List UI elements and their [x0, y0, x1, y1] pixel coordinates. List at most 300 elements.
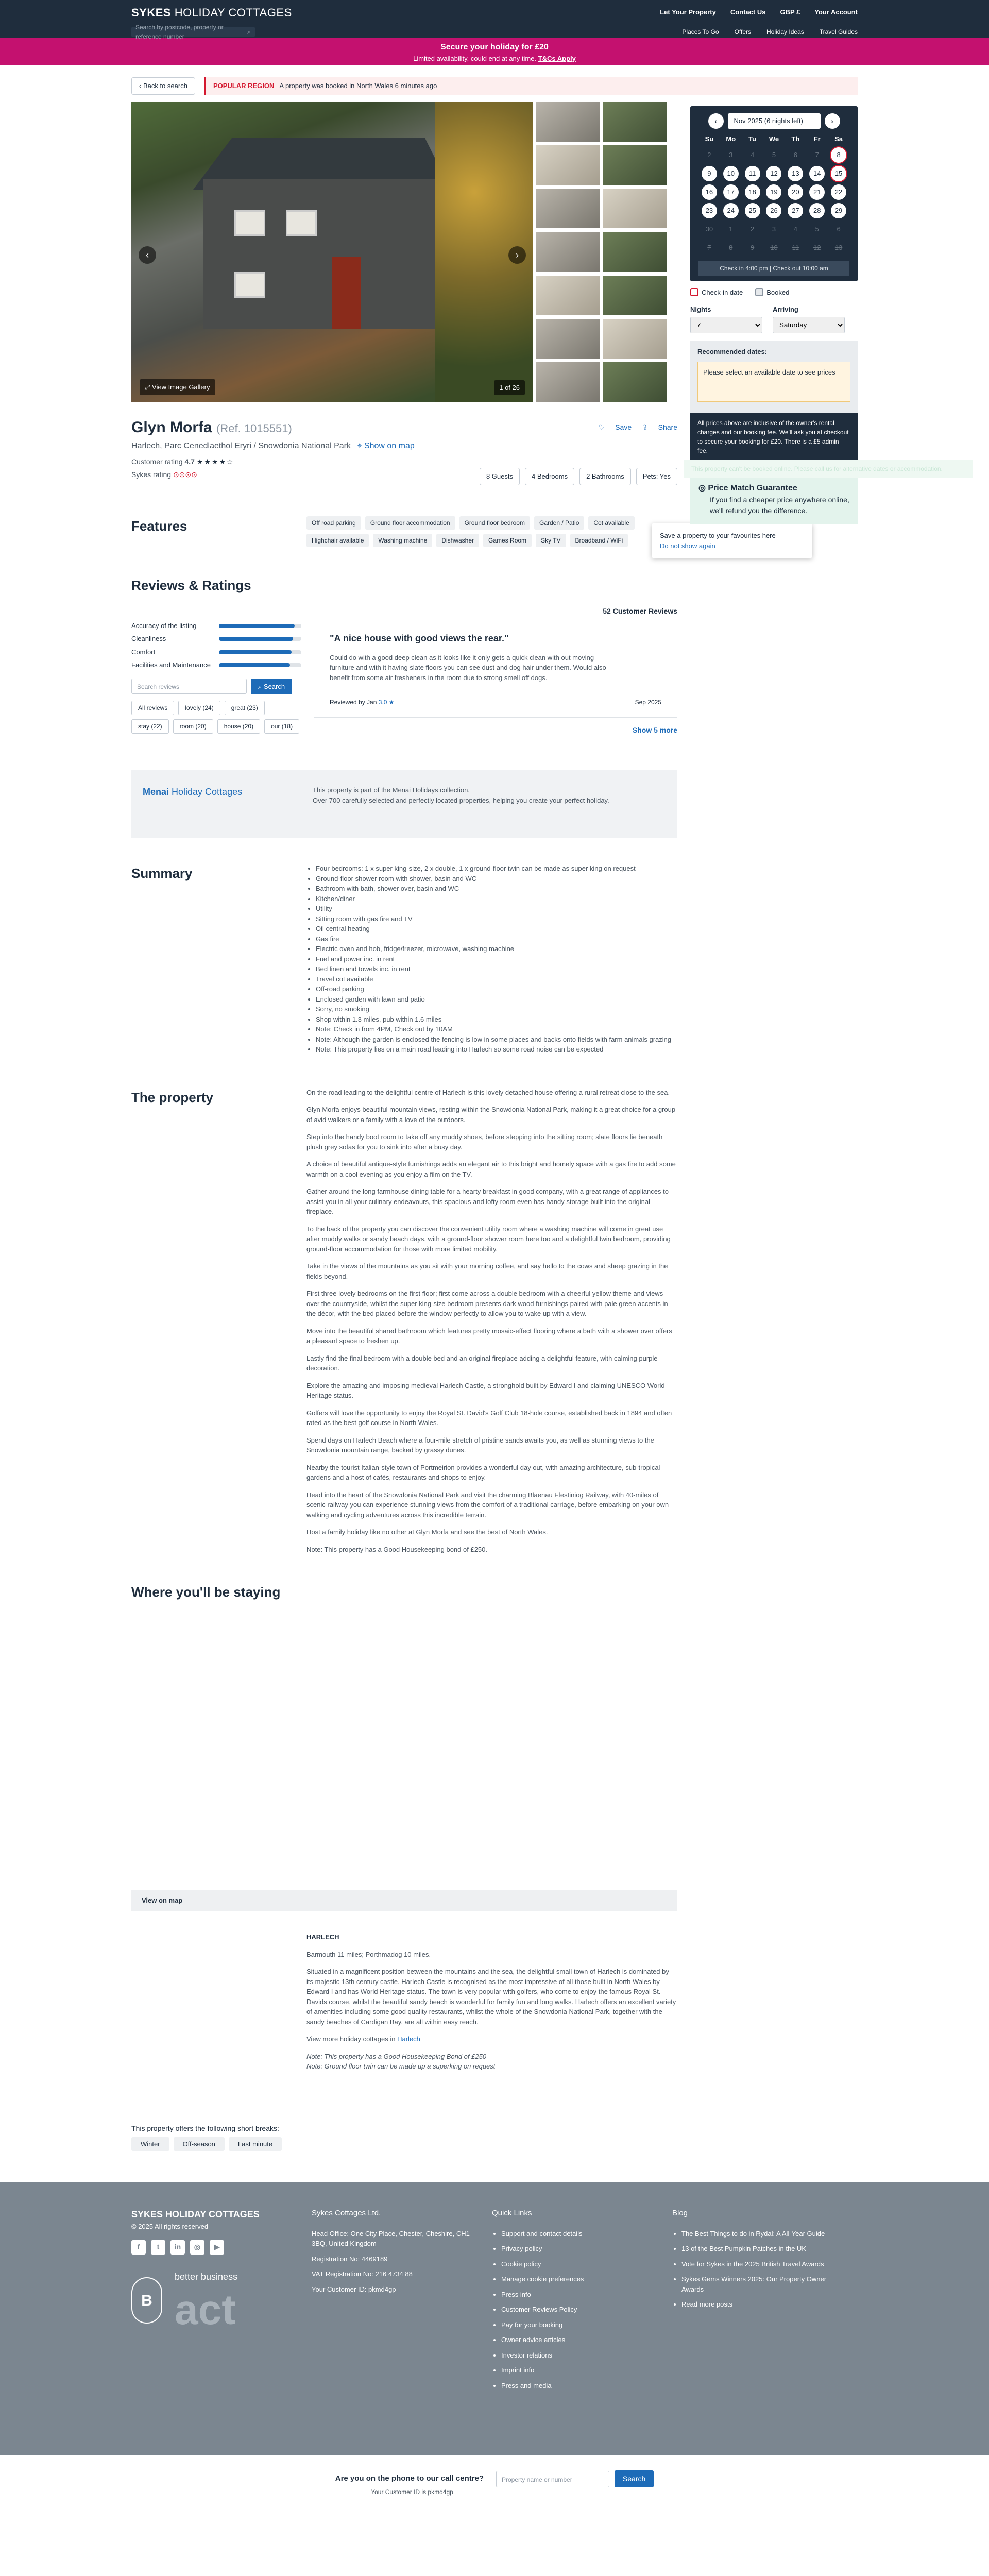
rating-stars-icon: ★★★★☆ [196, 457, 234, 466]
calendar-day: 9 [751, 243, 755, 251]
holiday-ideas-link[interactable]: Holiday Ideas [766, 28, 804, 36]
gallery-thumbnail[interactable] [536, 145, 600, 185]
summary-item: • Bathroom with bath, shower over, basin and WC [316, 884, 677, 894]
description-paragraph: Spend days on Harlech Beach where a four-mile stretch of pristine sands awaits you, as well as stunning views to the Snowdonia mountain range, backed by grassy dunes. [306, 1436, 654, 1454]
calendar-day[interactable]: 8 [831, 147, 846, 163]
top-navigation [0, 0, 989, 25]
property-section [131, 1088, 677, 1562]
property-description [306, 1088, 677, 1562]
rating-bar-row [131, 647, 301, 657]
promo-terms-link[interactable]: T&Cs Apply [538, 55, 576, 62]
main-property-image[interactable] [131, 102, 533, 402]
rating-bar-row [131, 660, 301, 670]
reviews-heading: Reviews & Ratings [131, 577, 251, 593]
calendar-day[interactable]: 24 [723, 203, 739, 218]
review-filter-chip[interactable]: great (23) [225, 701, 265, 715]
area-description [306, 1932, 677, 2072]
rating-bar-track [219, 624, 301, 628]
feature-tags [306, 516, 677, 547]
rating-bar-row [131, 634, 301, 644]
description-paragraph: Take in the views of the mountains as you sit with your morning coffee, and say hello to the cows and sheep grazing in the fields beyond. [306, 1262, 668, 1280]
calendar-day: 1 [729, 225, 733, 233]
weekday-header: Su [705, 135, 714, 143]
prev-image-arrow-icon[interactable]: ‹ [139, 246, 156, 264]
calendar-day: 5 [772, 150, 776, 159]
site-search-input[interactable]: Search by postcode, property or reference number ⌕ [131, 27, 255, 37]
stay-options [690, 304, 858, 333]
review-filter-chip[interactable]: our (18) [264, 719, 299, 734]
window [234, 210, 265, 236]
review-filter-chip[interactable]: stay (22) [131, 719, 169, 734]
review-filter-chip[interactable]: house (20) [217, 719, 260, 734]
footer-link[interactable]: • Manage cookie preferences [501, 2274, 652, 2284]
company-line: VAT Registration No: 216 4734 88 [312, 2270, 413, 2278]
door [332, 257, 361, 329]
calendar-day[interactable]: 16 [702, 184, 717, 200]
reviews-panel [131, 621, 677, 736]
legend-checkin: Check-in date [690, 287, 743, 298]
summary-item: • Utility [316, 904, 677, 914]
window [234, 272, 265, 298]
summary-item: • Four bedrooms: 1 x super king-size, 2 x double, 1 x ground-floor twin can be made as super king on request [316, 863, 677, 874]
calendar-day[interactable]: 27 [788, 203, 803, 218]
property-title: Glyn Morfa (Ref. 1015551) [131, 419, 292, 436]
bcorp-logo-icon: B [131, 2277, 162, 2324]
sykes-rating: Sykes rating ⊙⊙⊙⊙ [131, 470, 197, 479]
customer-rating: Customer rating 4.7 ★★★★☆ [131, 457, 234, 466]
sykes-rating-icons: ⊙⊙⊙⊙ [173, 470, 197, 479]
certifications [131, 2270, 291, 2331]
secondary-nav [667, 27, 858, 37]
save-button[interactable]: ♡ Save [598, 423, 632, 431]
summary-item: • Fuel and power inc. in rent [316, 954, 677, 964]
customer-id: Your Customer ID is pkmd4gp [371, 2488, 453, 2496]
review-search-input[interactable]: Search reviews [131, 679, 247, 694]
footer-link[interactable]: • Pay for your booking [501, 2320, 652, 2330]
calendar-day[interactable]: 14 [809, 166, 825, 181]
summary-item: • Gas fire [316, 934, 677, 944]
instagram-icon[interactable]: ◎ [190, 2240, 204, 2255]
rating-category-label: Accuracy of the listing [131, 621, 197, 630]
blog-list [672, 2229, 832, 2310]
town-description: Situated in a magnificent position between the mountains and the sea, the delightful small town of Harlech is dominated by its majestic 13th century castle. Harlech Castle is recognised as the most impressive of all those built in North Wales by Edward I and has World Heritage status. The town is very popular with golfers, who come to enjoy the famous Royal St. Davids course, whilst the beautiful sandy beach is wonderful for family fun and long walks. Harlech offers an excellent variety of amenities including some good quality restaurants, whilst the whole of the Snowdonia National Park, together with the sandy beaches of Cardigan Bay, are all within easy reach. [306, 1968, 676, 2026]
feature-tag: Ground floor accommodation [365, 516, 455, 530]
feature-tag: Highchair available [306, 534, 369, 547]
calendar-day: 4 [751, 150, 755, 159]
calendar-day: 5 [815, 225, 819, 233]
rating-bar-fill [219, 663, 290, 667]
summary-item: • Enclosed garden with lawn and patio [316, 994, 677, 1005]
footer [0, 2182, 989, 2455]
calendar-day[interactable]: 17 [723, 184, 739, 200]
blog-link[interactable]: • Vote for Sykes in the 2025 British Travel Awards [681, 2259, 832, 2269]
feature-tag: Off road parking [306, 516, 361, 530]
next-month-icon[interactable]: › [825, 113, 840, 129]
footer-blog: Blog • The Best Things to do in Rydal: A All-Year Guide • 13 of the Best Pumpkin Patches in the UK • Vote for Sykes in the 2025 British Travel Awards • Sykes Gems Winners 2025: Our Property Owner Awards • Read more posts [672, 2208, 832, 2429]
call-centre-bar [0, 2455, 989, 2504]
short-break-chip[interactable]: Winter [131, 2137, 169, 2151]
company-details [312, 2229, 471, 2295]
description-paragraph: Explore the amazing and imposing medieval Harlech Castle, a stronghold built by Edward I and claiming UNESCO World Heritage status. [306, 1381, 665, 1399]
footer-link[interactable]: • Cookie policy [501, 2259, 652, 2269]
promo-title: Secure your holiday for £20 [440, 43, 549, 52]
availability-calendar [690, 106, 858, 281]
rating-bar-fill [219, 624, 295, 628]
popular-region-alert: POPULAR REGION A property was booked in North Wales 6 minutes ago [204, 77, 858, 95]
calendar-day: 2 [751, 225, 755, 233]
property-search-input[interactable]: Property name or number [496, 2471, 609, 2487]
weekday-header: Sa [834, 135, 843, 143]
footer-copyright: © 2025 All rights reserved [131, 2223, 209, 2230]
description-paragraph: A choice of beautiful antique-style furnishings adds an elegant air to this bright and homely space with a gas fire to add some warmth on a cool evening as you enjoy a film on the TV. [306, 1160, 676, 1178]
summary-item: • Bed linen and towels inc. in rent [316, 964, 677, 974]
window [286, 210, 317, 236]
summary-item: • Kitchen/diner [316, 894, 677, 904]
footer-link[interactable]: • Investor relations [501, 2350, 652, 2361]
calendar-legend [690, 287, 858, 298]
description-paragraph: Move into the beautiful shared bathroom which features pretty mosaic-effect flooring where a bath with a shower over offers a pleasant space to freshen up. [306, 1327, 672, 1345]
bathrooms-pill: 2 Bathrooms [579, 468, 631, 485]
review-body: Could do with a good deep clean as it looks like it only gets a quick clean with out moving furniture and with it having slate floors you can see dust and dog hair under them. Would also benefit from some air fresheners in the room due to strong smell off dogs. [330, 653, 606, 682]
summary-item: • Travel cot available [316, 974, 677, 985]
summary-item: • Electric oven and hob, fridge/freezer, microwave, washing machine [316, 944, 677, 954]
calendar-day[interactable]: 23 [702, 203, 717, 218]
blog-link[interactable]: • The Best Things to do in Rydal: A All-Year Guide [681, 2229, 832, 2239]
calendar-header [698, 113, 849, 129]
footer-link[interactable]: • Press and media [501, 2381, 652, 2391]
review-date: Sep 2025 [635, 699, 661, 706]
price-note: All prices above are inclusive of the owner's rental charges and our booking fee. We'll ask you at checkout to secure your booking for £20. There is a £5 admin fee. [690, 413, 858, 461]
calendar-day: 7 [815, 150, 819, 159]
town-distances: Barmouth 11 miles; Porthmadog 10 miles. [306, 1950, 431, 1958]
checkin-times: Check in 4:00 pm | Check out 10:00 am [698, 261, 849, 276]
review-search [131, 679, 301, 695]
calendar-day[interactable]: 13 [788, 166, 803, 181]
footer-logo: SYKES HOLIDAY COTTAGES [131, 2209, 260, 2219]
prev-month-icon[interactable]: ‹ [708, 113, 724, 129]
short-breaks [131, 2123, 677, 2151]
property-location: Harlech, Parc Cenedlaethol Eryri / Snowdonia National Park ⌖ Show on map [131, 442, 415, 450]
feature-tag: Games Room [483, 534, 532, 547]
menai-logo: Menai Holiday Cottages [143, 787, 243, 797]
rating-category-label: Facilities and Maintenance [131, 661, 211, 669]
calendar-day: 6 [793, 150, 797, 159]
summary-item: • Note: Check in from 4PM, Check out by 10AM [316, 1024, 677, 1035]
review-quote: "A nice house with good views the rear." [330, 633, 509, 643]
calendar-day[interactable]: 19 [766, 184, 781, 200]
twitter-icon[interactable]: t [151, 2240, 165, 2255]
house-wall [203, 179, 440, 329]
thumbnail-grid [536, 102, 667, 402]
show-on-map-link[interactable]: ⌖ Show on map [357, 442, 415, 450]
promo-text: Limited availability, could end at any time. T&Cs Apply [413, 55, 576, 62]
summary-item: • Note: Although the garden is enclosed the fencing is low in some places and backs onto fields with farm animals grazing [316, 1035, 677, 1045]
more-cottages: View more holiday cottages in Harlech [306, 2035, 420, 2043]
places-link[interactable]: Places To Go [682, 28, 719, 36]
guests-pill: 8 Guests [480, 468, 520, 485]
review-search-button[interactable]: ⌕ Search [251, 679, 292, 695]
calendar-day: 4 [793, 225, 797, 233]
image-gallery [131, 102, 667, 402]
calendar-day: 7 [707, 243, 711, 251]
rating-bar-fill [219, 637, 293, 641]
travel-guides-link[interactable]: Travel Guides [819, 28, 858, 36]
gallery-thumbnail[interactable] [603, 189, 667, 228]
summary-item: • Sorry, no smoking [316, 1004, 677, 1014]
contact-link[interactable]: Contact Us [730, 8, 766, 16]
calendar-day[interactable]: 20 [788, 184, 803, 200]
summary-item: • Note: This property lies on a main road leading into Harlech so some road noise can be expected [316, 1044, 677, 1055]
let-property-link[interactable]: Let Your Property [660, 8, 716, 16]
summary-section [131, 863, 677, 1055]
rating-bar-fill [219, 650, 292, 654]
summary-item: • Sitting room with gas fire and TV [316, 914, 677, 924]
calendar-day[interactable]: 15 [831, 166, 846, 181]
property-search-button[interactable]: Search [615, 2470, 654, 2487]
gallery-thumbnail[interactable] [603, 362, 667, 402]
bedrooms-pill: 4 Bedrooms [525, 468, 574, 485]
gallery-thumbnail[interactable] [603, 145, 667, 185]
property-ref: (Ref. 1015551) [216, 422, 292, 435]
show-more-reviews-link[interactable]: Show 5 more [632, 726, 677, 734]
calendar-day[interactable]: 21 [809, 184, 825, 200]
summary-heading: Summary [131, 866, 193, 881]
blog-link[interactable]: • Sykes Gems Winners 2025: Our Property Owner Awards [681, 2274, 832, 2294]
footer-quick-links: Quick Links • Support and contact details • Privacy policy • Cookie policy • Manage cookie preferences • Press info • Customer Reviews Policy • Pay for your booking • Owner advice articles • Investor relations • Imprint info • Press and media [492, 2208, 652, 2429]
weekday-header: Fr [813, 135, 821, 143]
calendar-day: 8 [729, 243, 733, 251]
description-paragraph: Nearby the tourist Italian-style town of Portmeirion provides a wonderful day out, with amazing architecture, sub-tropical gardens and a host of cafés, restaurants and shops to enjoy. [306, 1463, 660, 1481]
next-image-arrow-icon[interactable]: › [508, 246, 526, 264]
company-line: Your Customer ID: pkmd4gp [312, 2285, 396, 2293]
search-icon: ⌕ [247, 28, 251, 36]
calendar-day[interactable]: 18 [745, 184, 760, 200]
youtube-icon[interactable]: ▶ [210, 2240, 224, 2255]
view-gallery-button[interactable]: ⤢ View Image Gallery [140, 379, 215, 396]
property-actions [590, 422, 677, 433]
arriving-select[interactable] [773, 317, 845, 333]
favourites-tooltip [652, 523, 812, 558]
blog-link[interactable]: • Read more posts [681, 2299, 832, 2310]
brand-logo[interactable]: SYKES HOLIDAY COTTAGES [131, 6, 292, 19]
review-filter-chip[interactable]: lovely (24) [178, 701, 220, 715]
rating-category-label: Comfort [131, 648, 156, 656]
feature-tag: Sky TV [536, 534, 566, 547]
calendar-day[interactable]: 28 [809, 203, 825, 218]
review-card [314, 621, 677, 718]
favourites-tooltip-text: Save a property to your favourites here [660, 532, 776, 539]
description-paragraph: To the back of the property you can discover the convenient utility room where a washing machine will come in great use after muddy walks or sandy beach days, with a ground-floor shower room here too and a delightful twin bedroom, providing ground-floor accommodation for those with more limited mobility. [306, 1225, 671, 1253]
footer-link[interactable]: • Customer Reviews Policy [501, 2304, 652, 2315]
map-area[interactable] [131, 1623, 677, 1911]
description-paragraph: First three lovely bedrooms on the first floor; first come across a double bedroom with a cheerful yellow theme and views over the countryside, whilst the super king-size bedroom presents dark wood furnishings paired with pale green accents in the décor, with the bed placed before the window perfectly to allow you to wake up with a view. [306, 1290, 668, 1317]
property-header [131, 416, 677, 485]
gallery-thumbnail[interactable] [536, 276, 600, 315]
menai-collection-banner [131, 770, 677, 838]
company-line: Registration No: 4469189 [312, 2255, 388, 2263]
linkedin-icon[interactable]: in [170, 2240, 185, 2255]
calendar-day: 12 [813, 243, 821, 251]
calendar-day[interactable]: 11 [745, 166, 760, 181]
calendar-day: 2 [707, 150, 711, 159]
summary-item: • Off-road parking [316, 984, 677, 994]
footer-link[interactable]: • Privacy policy [501, 2244, 652, 2254]
nights-select[interactable] [690, 317, 762, 333]
rating-bar-track [219, 663, 301, 667]
note-bond: Note: This property has a Good Housekeeping Bond of £250 [306, 2052, 487, 2060]
gallery-thumbnail[interactable] [536, 102, 600, 142]
description-paragraph: On the road leading to the delightful centre of Harlech is this lovely detached house offering a rural retreat close to the sea. [306, 1088, 670, 1096]
summary-item: • Oil central heating [316, 924, 677, 934]
calendar-day: 3 [772, 225, 776, 233]
review-filter-chip[interactable]: room (20) [173, 719, 213, 734]
act-logo: better business act [175, 2271, 238, 2333]
site-search-bar [0, 25, 989, 38]
description-paragraph: Note: This property has a Good Housekeeping bond of £250. [306, 1545, 487, 1553]
image-counter: 1 of 26 [494, 380, 525, 396]
gallery-thumbnail[interactable] [536, 362, 600, 402]
back-row [131, 76, 858, 96]
feature-tag: Dishwasher [436, 534, 479, 547]
calendar-day: 6 [837, 225, 841, 233]
weekday-header: Th [791, 135, 800, 143]
description-paragraph: Host a family holiday like no other at Glyn Morfa and see the best of North Wales. [306, 1528, 548, 1536]
gallery-thumbnail[interactable] [603, 232, 667, 272]
note-twin: Note: Ground floor twin can be made up a superking on request [306, 2062, 496, 2070]
short-break-chip[interactable]: Off-season [174, 2137, 225, 2151]
calendar-day: 10 [770, 243, 778, 251]
gallery-thumbnail[interactable] [536, 232, 600, 272]
calendar-day: 11 [792, 243, 799, 251]
description-paragraph: Head into the heart of the Snowdonia National Park and visit the charming Blaenau Ffestiniog Railway, with 40-miles of scenic railway you can experience stunning views from the comfort of a traditional carriage, before embarking on your own walking and cycling adventures across this incredible terrain. [306, 1490, 669, 1519]
footer-brand [131, 2208, 291, 2429]
short-break-chip[interactable]: Last minute [229, 2137, 282, 2151]
summary-item: • Ground-floor shower room with shower, basin and WC [316, 874, 677, 884]
quick-links-list [492, 2229, 652, 2391]
description-paragraph: Golfers will love the opportunity to enjoy the Royal St. David's Golf Club 18-hole course, established back in 1894 and often rated as the best golf course in North Wales. [306, 1409, 672, 1427]
rating-category-label: Cleanliness [131, 635, 166, 642]
feature-tag: Garden / Patio [534, 516, 584, 530]
footer-company: Sykes Cottages Ltd. Head Office: One City Place, Chester, Cheshire, CH1 3BQ, United Kingdom Registration No: 4469189 VAT Registration No: 216 4734 88 Your Customer ID: pkmd4gp [312, 2208, 471, 2429]
review-filter-chip[interactable]: All reviews [131, 701, 174, 715]
calendar-day: 13 [834, 243, 843, 251]
review-footer: Reviewed by Jan 3.0 ★ Sep 2025 [330, 693, 661, 707]
facebook-icon[interactable]: f [131, 2240, 146, 2255]
pmg-text: If you find a cheaper price anywhere online, we'll refund you the difference. [710, 496, 849, 515]
feature-tag: Cot available [588, 516, 634, 530]
back-to-search-button[interactable]: ‹ Back to search [131, 77, 195, 95]
price-match-guarantee [690, 474, 858, 524]
account-links [645, 7, 858, 18]
weekday-header: We [769, 135, 779, 143]
feature-tag: Ground floor bedroom [459, 516, 530, 530]
gallery-thumbnail[interactable] [603, 276, 667, 315]
town-heading: HARLECH [306, 1933, 339, 1941]
summary-list [306, 863, 677, 1055]
promo-banner [0, 38, 989, 65]
calendar-day[interactable]: 22 [831, 184, 846, 200]
reviews-left [131, 621, 301, 736]
feature-tag: Broadband / WiFi [570, 534, 628, 547]
gallery-thumbnail[interactable] [603, 102, 667, 142]
calendar-grid [698, 134, 849, 256]
rating-bars [131, 621, 301, 670]
nights-field: Nights 7 [690, 304, 762, 333]
social-links [131, 2240, 291, 2255]
legend-booked: Booked [755, 287, 789, 298]
arriving-field: Arriving Saturday [773, 304, 845, 333]
short-break-chips [131, 2137, 677, 2151]
share-button[interactable]: ⇪ Share [642, 423, 677, 431]
recommended-dates: Recommended dates: Please select an available date to see prices [690, 341, 858, 414]
gallery-thumbnail[interactable] [536, 319, 600, 359]
short-breaks-text: This property offers the following short breaks: [131, 2124, 279, 2132]
rating-bar-track [219, 637, 301, 641]
rating-bar-row [131, 621, 301, 631]
features-section [131, 516, 677, 547]
calendar-day[interactable]: 25 [745, 203, 760, 218]
calendar-day: 3 [729, 150, 733, 159]
unavailable-ghost-message: This property can't be booked online. Please call us for alternative dates or accommodation. [684, 460, 973, 478]
property-facts [480, 468, 677, 485]
footer-link[interactable]: • Imprint info [501, 2365, 652, 2376]
calendar-day[interactable]: 10 [723, 166, 739, 181]
gallery-thumbnail[interactable] [603, 319, 667, 359]
calendar-day[interactable]: 9 [702, 166, 717, 181]
month-select[interactable]: Nov 2025 (6 nights left) [728, 113, 821, 129]
calendar-day[interactable]: 26 [766, 203, 781, 218]
booked-swatch-icon [755, 288, 763, 296]
review-filter-chips [131, 701, 301, 734]
description-paragraph: Glyn Morfa enjoys beautiful mountain views, resting within the Snowdonia National Park, making it a great choice for a group of avid walkers or a family with a love of the outdoors. [306, 1106, 676, 1124]
footer-link[interactable]: • Support and contact details [501, 2229, 652, 2239]
offers-link[interactable]: Offers [734, 28, 752, 36]
reviews-right [314, 621, 677, 736]
blog-link[interactable]: • 13 of the Best Pumpkin Patches in the UK [681, 2244, 832, 2254]
account-link[interactable]: Your Account [814, 8, 858, 16]
select-date-prompt: Please select an available date to see prices [697, 362, 850, 402]
calendar-day: 30 [705, 225, 713, 233]
review-score: 3.0 ★ [378, 699, 395, 706]
view-on-map-bar[interactable]: View on map [131, 1890, 677, 1911]
weekday-header: Mo [726, 135, 736, 143]
footer-link[interactable]: • Press info [501, 2290, 652, 2300]
footer-link[interactable]: • Owner advice articles [501, 2335, 652, 2345]
calendar-day[interactable]: 12 [766, 166, 781, 181]
pets-pill: Pets: Yes [636, 468, 677, 485]
pmg-title: ◎ Price Match Guarantee [698, 484, 797, 493]
rating-bar-track [219, 650, 301, 654]
call-centre-question: Are you on the phone to our call centre? [335, 2474, 484, 2483]
description-paragraph: Lastly find the final bedroom with a double bed and an original fireplace adding a delightful feature, with calming purple decoration. [306, 1354, 658, 1372]
company-line: Head Office: One City Place, Chester, Cheshire, CH1 3BQ, United Kingdom [312, 2229, 470, 2247]
page-content [131, 76, 858, 2151]
features-heading: Features [131, 518, 187, 534]
property-heading: The property [131, 1089, 213, 1105]
summary-item: • Shop within 1.3 miles, pub within 1.6 miles [316, 1014, 677, 1025]
description-paragraph: Step into the handy boot room to take off any muddy shoes, before stepping into the sitting room; slate floors lie beneath plush grey sofas for you to sink into after a busy day. [306, 1133, 663, 1151]
weekday-header: Tu [748, 135, 757, 143]
staying-heading: Where you'll be staying [131, 1584, 281, 1600]
gallery-thumbnail[interactable] [536, 189, 600, 228]
description-paragraph: Gather around the long farmhouse dining table for a hearty breakfast in good company, with a great range of appliances to assist you in all your culinary endeavours, this spacious and lofty room even has handy storage built into the original fireplace. [306, 1188, 669, 1215]
feature-tag: Washing machine [373, 534, 432, 547]
harlech-link[interactable]: Harlech [397, 2035, 420, 2043]
currency-selector[interactable]: GBP £ [780, 8, 800, 16]
review-count: 52 Customer Reviews [603, 606, 677, 615]
dont-show-again-link[interactable]: Do not show again [660, 541, 715, 550]
calendar-day[interactable]: 29 [831, 203, 846, 218]
